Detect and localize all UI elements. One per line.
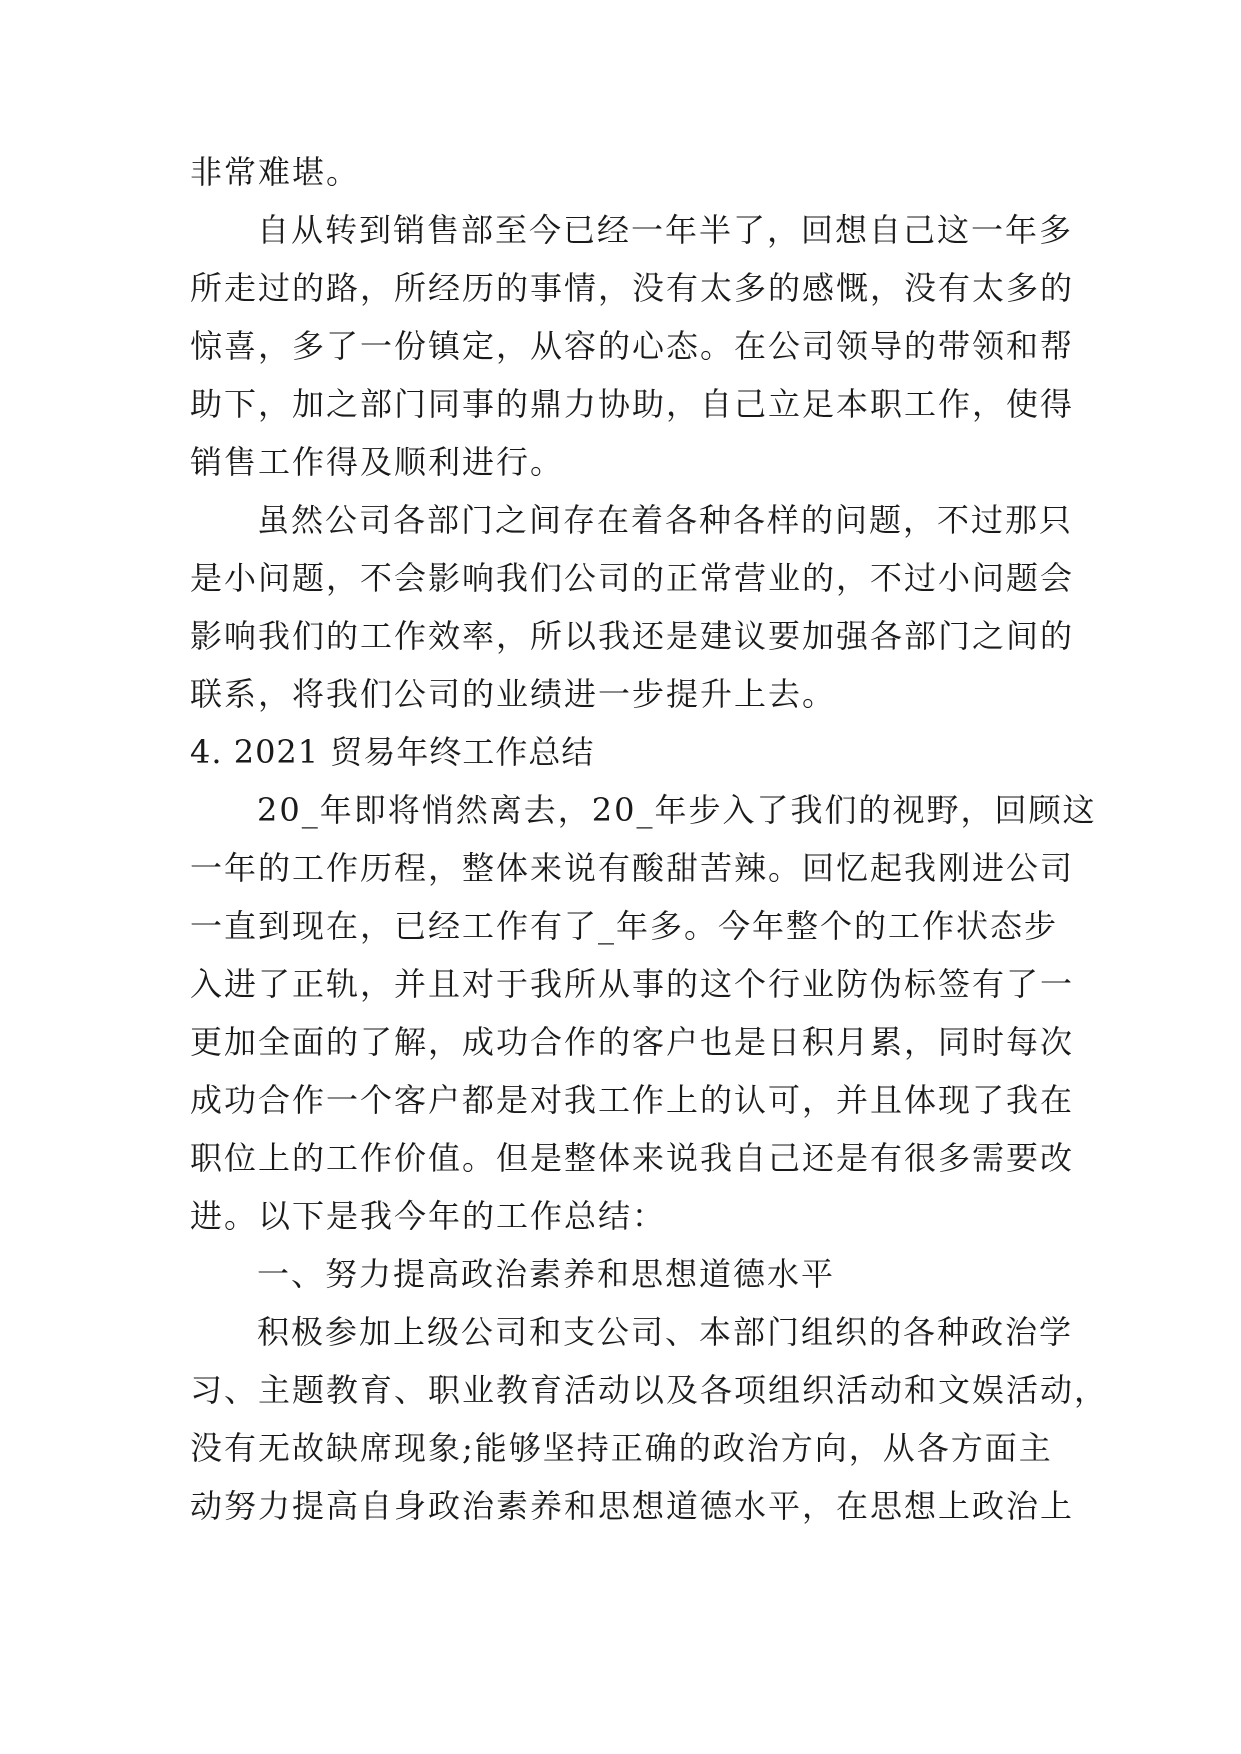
text-line: 习、主题教育、职业教育活动以及各项组织活动和文娱活动，	[190, 1371, 1109, 1409]
text-line: 更加全面的了解，成功合作的客户也是日积月累，同时每次	[190, 1023, 1075, 1061]
text-line: 入进了正轨，并且对于我所从事的这个行业防伪标签有了一	[190, 965, 1075, 1003]
text-line: 没有无故缺席现象;能够坚持正确的政治方向，从各方面主	[190, 1429, 1053, 1467]
text-line: 进。以下是我今年的工作总结：	[190, 1197, 667, 1235]
paragraph-first-line: 20_年即将悄然离去，20_年步入了我们的视野，回顾这	[257, 791, 1097, 829]
text-line: 一年的工作历程，整体来说有酸甜苦辣。回忆起我刚进公司	[190, 849, 1075, 887]
text-line: 联系，将我们公司的业绩进一步提升上去。	[190, 675, 837, 713]
text-line: 非常难堪。	[190, 153, 361, 191]
text-line: 助下，加之部门同事的鼎力协助，自己立足本职工作，使得	[190, 385, 1075, 423]
text-line: 所走过的路，所经历的事情，没有太多的感慨，没有太多的	[190, 269, 1075, 307]
paragraph-first-line: 自从转到销售部至今已经一年半了，回想自己这一年多	[257, 211, 1074, 249]
text-line: 销售工作得及顺利进行。	[190, 443, 565, 481]
text-line: 动努力提高自身政治素养和思想道德水平，在思想上政治上	[190, 1487, 1075, 1525]
section-heading: 4. 2021 贸易年终工作总结	[190, 733, 595, 771]
text-line: 是小问题，不会影响我们公司的正常营业的，不过小问题会	[190, 559, 1075, 597]
subsection-heading: 一、努力提高政治素养和思想道德水平	[257, 1255, 836, 1293]
text-line: 职位上的工作价值。但是整体来说我自己还是有很多需要改	[190, 1139, 1075, 1177]
text-line: 一直到现在，已经工作有了_年多。今年整个的工作状态步	[190, 907, 1059, 945]
text-line: 影响我们的工作效率，所以我还是建议要加强各部门之间的	[190, 617, 1075, 655]
paragraph-first-line: 虽然公司各部门之间存在着各种各样的问题，不过那只	[257, 501, 1074, 539]
text-line: 惊喜，多了一份镇定，从容的心态。在公司领导的带领和帮	[190, 327, 1075, 365]
paragraph-first-line: 积极参加上级公司和支公司、本部门组织的各种政治学	[257, 1313, 1074, 1351]
text-line: 成功合作一个客户都是对我工作上的认可，并且体现了我在	[190, 1081, 1075, 1119]
